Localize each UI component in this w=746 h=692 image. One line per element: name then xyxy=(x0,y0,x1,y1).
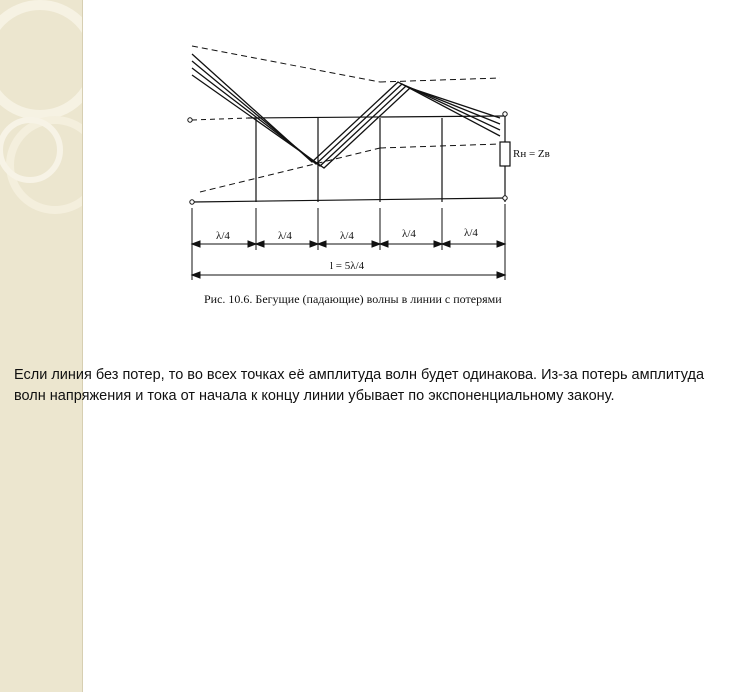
wave-diagram xyxy=(170,30,570,320)
quarter-wave-label-1: λ/4 xyxy=(216,230,230,242)
quarter-wave-label-4: λ/4 xyxy=(402,228,416,240)
quarter-wave-label-5: λ/4 xyxy=(464,227,478,239)
quarter-wave-label-3: λ/4 xyxy=(340,230,354,242)
figure-caption: Рис. 10.6. Бегущие (падающие) волны в линии с потерями xyxy=(204,292,502,306)
wave-figure xyxy=(170,30,570,320)
slide-decoration-panel xyxy=(0,0,83,692)
load-resistance-label: Rн = Zв xyxy=(513,148,550,160)
quarter-wave-label-2: λ/4 xyxy=(278,230,292,242)
decorative-circles xyxy=(0,0,82,692)
line-length-label: l = 5λ/4 xyxy=(330,260,365,272)
body-paragraph: Если линия без потер, то во всех точках её амплитуда волн будет одинакова. Из-за потерь амплитуда волн напряжения и тока от начала к концу линии убывает по экспоненциальному закону. xyxy=(14,366,705,404)
